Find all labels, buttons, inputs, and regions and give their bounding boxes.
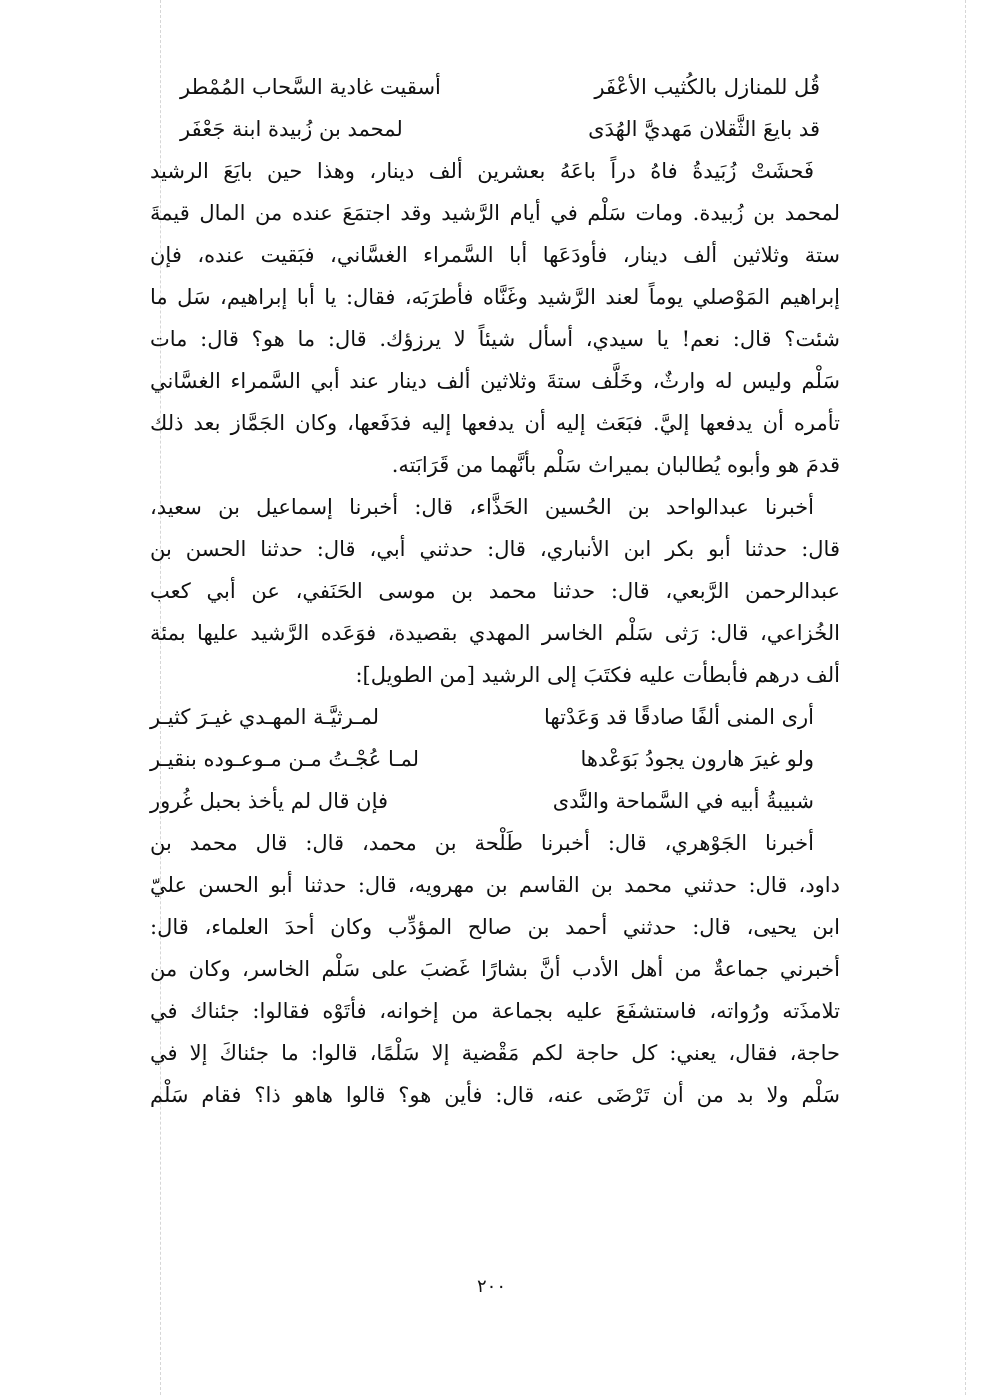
verse-first-hemistich: شبيبةُ أبيه في السَّماحة والنَّدى bbox=[552, 789, 814, 813]
paragraph-line: أخبرنا الجَوْهري، قال: أخبرنا طَلْحة بن محمد، قال: قال محمد بن bbox=[150, 831, 814, 855]
poem-verse-line bbox=[150, 738, 840, 780]
main-text-block bbox=[150, 66, 840, 1116]
paragraph-line: تأمره أن يدفعها إليَّ. فبَعَث إليه أن يدفعها إليه فدَفَعها، وكان الجَمَّاز بعد ذلك bbox=[150, 411, 840, 435]
paragraph-line: ابن يحيى، قال: حدثني أحمد بن صالح المؤدِّب وكان أحدَ العلماء، قال: bbox=[150, 915, 840, 939]
paragraph-line: داود، قال: حدثني محمد بن القاسم بن مهرويه، قال: حدثنا أبو الحسن عليّ bbox=[150, 873, 840, 897]
paragraph-line: الخُزاعي، قال: رَثى سَلْم الخاسر المهدي بقصيدة، فوَعَده الرَّشيد عليها بمئة bbox=[150, 621, 840, 645]
verse-first-hemistich: ولو غيرَ هارون يجودُ بَوَعْدها bbox=[580, 747, 814, 771]
paragraph-line: سَلْم وليس له وارثٌ، وخَلَّف ستةَ وثلاثين ألف دينار عند أبي السَّمراء الغسَّاني bbox=[150, 369, 840, 393]
paragraph-line: أخبرني جماعةٌ من أهل الأدب أنَّ بشارًا غَضبَ على سَلْم الخاسر، وكان من bbox=[150, 957, 840, 981]
paragraph-line: لمحمد بن زُبيدة. ومات سَلْم في أيام الرَّشيد وقد اجتمَعَ عنده من المال قيمةَ bbox=[150, 201, 840, 225]
verse-second-hemistich: أسقيت غادية السَّحاب المُمْطر bbox=[180, 75, 441, 99]
paragraph-line: حاجة، فقال، يعني: كل حاجة لكم مَقْضية إلا سَلْمًا، قالوا: ما جئناكَ إلا في bbox=[150, 1041, 840, 1065]
paragraph-line: قدمَ هو وأبوه يُطالبان بميراث سَلْم بأنَّهما من قَرَابَته. bbox=[391, 453, 840, 477]
paragraph-line: شئت؟ قال: نعم! يا سيدي، أسأل شيئاً لا يرزؤك. قال: ما هو؟ قال: مات bbox=[150, 327, 840, 351]
scan-fold-line-right bbox=[965, 0, 966, 1395]
page-number: ٢٠٠ bbox=[476, 1276, 506, 1297]
verse-first-hemistich: قُل للمنازل بالكُثيب الأعْفَر bbox=[594, 75, 820, 99]
verse-line bbox=[150, 108, 840, 150]
poem-verse-line bbox=[150, 780, 840, 822]
paragraph-line: عبدالرحمن الرَّبعي، قال: حدثنا محمد بن موسى الحَنَفي، عن أبي كعب bbox=[150, 579, 840, 603]
paragraph-line: سَلْم ولا بد من أن تَرْضَى عنه، قال: فأين هو؟ قالوا هاهو ذا؟ فقام سَلْم bbox=[150, 1083, 840, 1107]
verse-line bbox=[150, 66, 840, 108]
verse-second-hemistich: لمـرثيَّـة المهـدي غيـرَ كثيـر bbox=[150, 705, 380, 729]
paragraph-line: ستة وثلاثين ألف دينار، فأودَعَها أبا السَّمراء الغسَّاني، فبَقيت عنده، فإن bbox=[150, 243, 840, 267]
verse-second-hemistich: لمحمد بن زُبيدة ابنة جَعْفَر bbox=[180, 117, 403, 141]
paragraph-line: تلامذَته ورُواته، فاستشفَعَ عليه بجماعة من إخوانه، فأتَوْه فقالوا: جئناك في bbox=[150, 999, 840, 1023]
paragraph-line: قال: حدثنا أبو بكر ابن الأنباري، قال: حدثني أبي، قال: حدثنا الحسن بن bbox=[150, 537, 840, 561]
verse-second-hemistich: فإن قال لم يأخذ بحبل غُرور bbox=[150, 789, 389, 813]
verse-first-hemistich: قد بايعَ الثَّقلان مَهديَّ الهُدَى bbox=[588, 117, 820, 141]
verse-first-hemistich: أرى المنى ألفًا صادقًا قد وَعَدْتها bbox=[544, 705, 814, 729]
paragraph-line: أخبرنا عبدالواحد بن الحُسين الحَذَّاء، قال: أخبرنا إسماعيل بن سعيد، bbox=[150, 495, 814, 519]
poem-verse-line bbox=[150, 696, 840, 738]
paragraph-line: ألف درهم فأبطأت عليه فكتَبَ إلى الرشيد [من الطويل]: bbox=[355, 663, 840, 687]
paragraph-line: إبراهيم المَوْصلي يوماً لعند الرَّشيد وغَنَّاه فأطرَبَه، فقال: يا أبا إبراهيم، سَل ما bbox=[150, 285, 840, 309]
verse-second-hemistich: لمـا عُجْـتُ مـن مـوعـوده بنقيـر bbox=[150, 747, 420, 771]
paragraph-line: فَحشَتْ زُبَيدةُ فاهُ دراً باعَهُ بعشرين ألف دينار، وهذا حين بايَعَ الرشيد bbox=[150, 159, 814, 183]
